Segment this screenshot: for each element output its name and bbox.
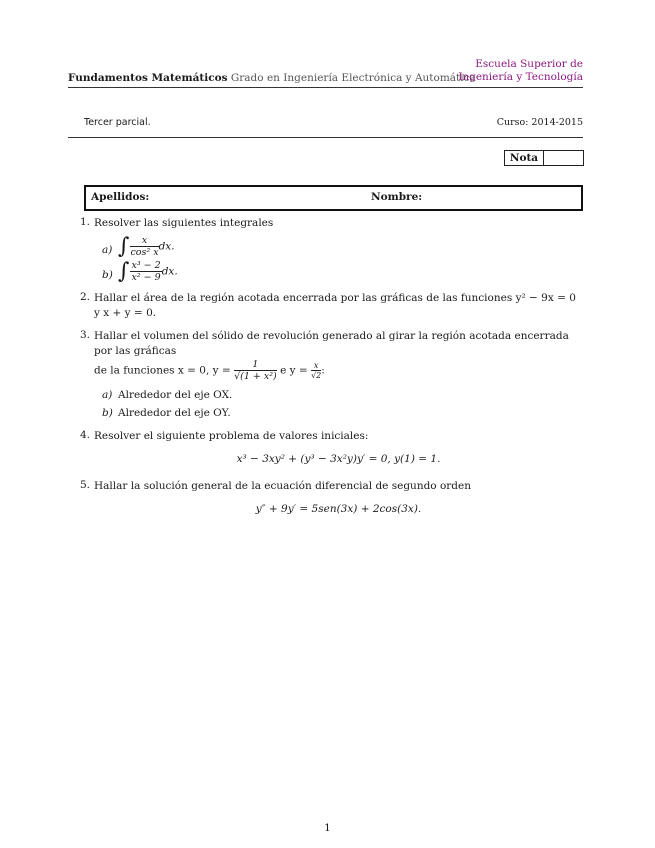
- school-line-1: Escuela Superior de: [475, 58, 583, 70]
- question-text: Hallar el volumen del sólido de revolución generado al girar la región acotada encerrada por las gráficas: [94, 330, 569, 357]
- page-header: [68, 58, 583, 86]
- question-4: [80, 429, 583, 467]
- exam-divider: [68, 137, 583, 138]
- sub-letter: a): [102, 389, 113, 401]
- grade-value[interactable]: [544, 151, 583, 165]
- page-number: 1: [324, 822, 331, 834]
- numerator: 1: [234, 359, 277, 371]
- integral-sign: ∫: [118, 234, 130, 259]
- text-part: e y =: [280, 364, 308, 377]
- grade-box: [504, 150, 584, 166]
- exam-title: Tercer parcial.: [84, 117, 151, 128]
- sub-letter: b): [102, 269, 113, 281]
- integral-sign: ∫: [118, 259, 130, 284]
- question-text: Resolver el siguiente problema de valores iniciales:: [94, 430, 369, 442]
- question-text: Resolver las siguientes integrales: [94, 217, 274, 229]
- course-line: [68, 72, 476, 84]
- school-line-2: Ingeniería y Tecnología: [458, 71, 583, 83]
- sub-letter: a): [102, 244, 113, 256]
- question-5: [80, 479, 583, 517]
- sub-text: Alrededor del eje OX.: [118, 389, 233, 401]
- numerator: x³ − 2: [131, 260, 161, 271]
- differential: dx.: [158, 240, 175, 253]
- course-name: Fundamentos Matemáticos: [68, 72, 228, 84]
- degree-name: Grado en Ingeniería Electrónica y Automática: [230, 72, 476, 84]
- question-2: [80, 291, 583, 321]
- course-year: Curso: 2014-2015: [496, 117, 583, 128]
- fraction: [130, 235, 158, 258]
- denominator: x² − 9: [131, 272, 161, 283]
- sub-text: Alrededor del eje OY.: [118, 407, 231, 419]
- text-part: :: [321, 364, 325, 377]
- question-number: 1.: [80, 216, 91, 228]
- numerator: x: [311, 361, 321, 371]
- questions: [80, 216, 583, 517]
- differential: dx.: [161, 265, 178, 278]
- denominator: √(1 + x²): [234, 371, 277, 382]
- header-divider: [68, 87, 583, 88]
- numerator: x: [130, 235, 158, 247]
- sub-letter: b): [102, 407, 113, 419]
- sub-question-a: [94, 388, 583, 403]
- equation: y″ + 9y′ = 5sen(3x) + 2cos(3x).: [255, 503, 422, 515]
- denominator: √2: [311, 371, 322, 380]
- question-1: [80, 216, 583, 283]
- question-text: Hallar la solución general de la ecuación diferencial de segundo orden: [94, 480, 472, 492]
- equation: x³ − 3xy² + (y³ − 3x²y)y′ = 0, y(1) = 1.: [236, 453, 441, 465]
- sub-question-a: [94, 235, 583, 258]
- question-3: [80, 329, 583, 421]
- denominator: cos² x: [130, 247, 159, 258]
- surname-label: Apellidos:: [91, 191, 150, 203]
- question-number: 5.: [80, 479, 91, 491]
- text-part: de la funciones x = 0, y =: [94, 364, 231, 377]
- question-text-line-2: [94, 359, 583, 382]
- question-text: Hallar el área de la región acotada encerrada por las gráficas de las funciones y² − 9x = 0 y x + y = 0.: [94, 292, 576, 319]
- question-number: 2.: [80, 291, 91, 303]
- student-name-box[interactable]: [84, 185, 583, 211]
- fraction: [234, 359, 277, 382]
- grade-label: Nota: [505, 151, 544, 165]
- fraction: [311, 361, 321, 380]
- school-name: [458, 58, 583, 84]
- question-number: 4.: [80, 429, 91, 441]
- exam-info: [84, 117, 583, 128]
- name-label: Nombre:: [371, 191, 423, 203]
- fraction: [130, 260, 161, 283]
- sub-question-b: [94, 406, 583, 421]
- question-number: 3.: [80, 329, 91, 341]
- sub-question-b: [94, 260, 583, 283]
